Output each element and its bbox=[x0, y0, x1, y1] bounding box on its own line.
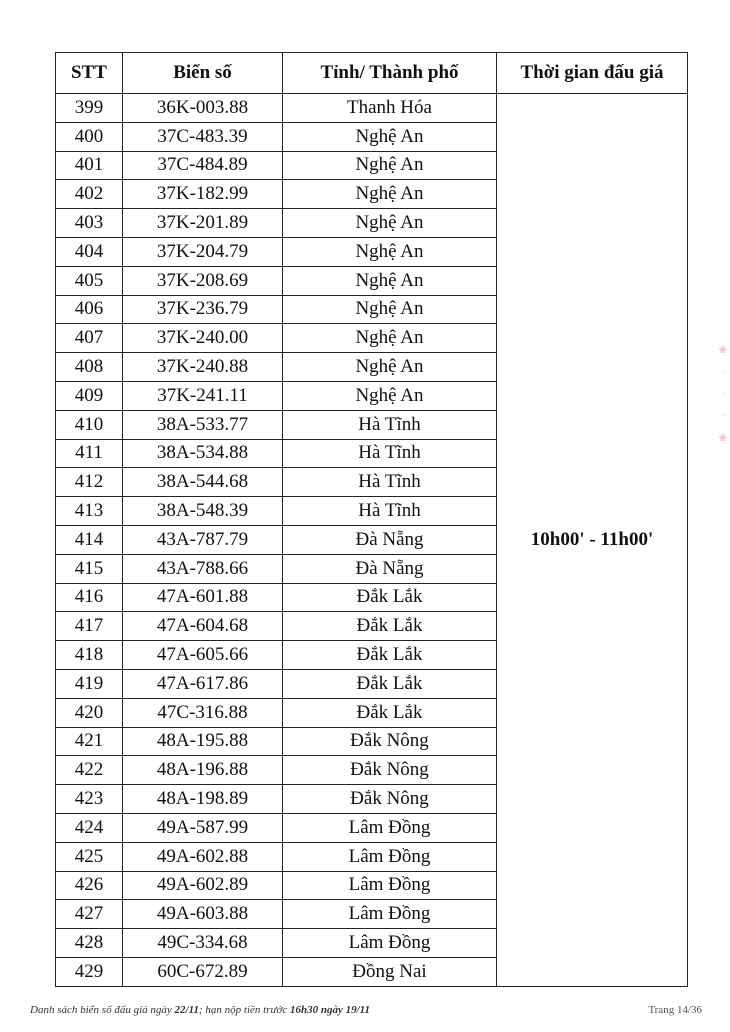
cell-plate: 47A-617.86 bbox=[123, 669, 283, 698]
cell-plate: 37K-201.89 bbox=[123, 209, 283, 238]
cell-stt: 400 bbox=[56, 122, 123, 151]
cell-province: Đà Nẵng bbox=[283, 554, 497, 583]
cell-plate: 47A-605.66 bbox=[123, 641, 283, 670]
cell-plate: 43A-787.79 bbox=[123, 525, 283, 554]
cell-plate: 43A-788.66 bbox=[123, 554, 283, 583]
side-stamp-mark: ❀ · · · ❀ bbox=[718, 345, 728, 444]
cell-plate: 37K-204.79 bbox=[123, 237, 283, 266]
header-plate: Biển số bbox=[123, 53, 283, 94]
cell-plate: 38A-533.77 bbox=[123, 410, 283, 439]
cell-stt: 422 bbox=[56, 756, 123, 785]
footer-note: Danh sách biển số đấu giá ngày 22/11; hạn nộp tiền trước 16h30 ngày 19/11 bbox=[30, 1004, 371, 1016]
cell-stt: 406 bbox=[56, 295, 123, 324]
cell-province: Đắk Lắk bbox=[283, 641, 497, 670]
cell-stt: 409 bbox=[56, 381, 123, 410]
cell-province: Nghệ An bbox=[283, 151, 497, 180]
cell-province: Nghệ An bbox=[283, 209, 497, 238]
cell-stt: 425 bbox=[56, 842, 123, 871]
cell-stt: 423 bbox=[56, 785, 123, 814]
cell-stt: 403 bbox=[56, 209, 123, 238]
plate-list-table bbox=[55, 52, 688, 987]
cell-plate: 60C-672.89 bbox=[123, 957, 283, 986]
cell-stt: 401 bbox=[56, 151, 123, 180]
page-number: Trang 14/36 bbox=[648, 1004, 702, 1016]
cell-plate: 37C-484.89 bbox=[123, 151, 283, 180]
cell-stt: 402 bbox=[56, 180, 123, 209]
cell-plate: 49A-587.99 bbox=[123, 813, 283, 842]
cell-province: Hà Tĩnh bbox=[283, 439, 497, 468]
cell-province: Lâm Đồng bbox=[283, 871, 497, 900]
cell-province: Đắk Lắk bbox=[283, 669, 497, 698]
cell-province: Hà Tĩnh bbox=[283, 410, 497, 439]
auction-time-cell: 10h00' - 11h00' bbox=[497, 94, 688, 987]
cell-stt: 427 bbox=[56, 900, 123, 929]
cell-stt: 399 bbox=[56, 94, 123, 123]
cell-stt: 418 bbox=[56, 641, 123, 670]
footer-deadline: 16h30 ngày 19/11 bbox=[289, 1004, 371, 1016]
cell-province: Đắk Lắk bbox=[283, 583, 497, 612]
cell-province: Nghệ An bbox=[283, 381, 497, 410]
cell-stt: 405 bbox=[56, 266, 123, 295]
cell-province: Nghệ An bbox=[283, 266, 497, 295]
cell-province: Lâm Đồng bbox=[283, 813, 497, 842]
cell-plate: 49A-602.88 bbox=[123, 842, 283, 871]
cell-plate: 37K-182.99 bbox=[123, 180, 283, 209]
cell-stt: 426 bbox=[56, 871, 123, 900]
cell-plate: 47A-604.68 bbox=[123, 612, 283, 641]
cell-province: Đắk Nông bbox=[283, 727, 497, 756]
cell-plate: 49C-334.68 bbox=[123, 929, 283, 958]
cell-province: Lâm Đồng bbox=[283, 900, 497, 929]
cell-province: Hà Tĩnh bbox=[283, 468, 497, 497]
cell-stt: 412 bbox=[56, 468, 123, 497]
cell-province: Nghệ An bbox=[283, 122, 497, 151]
header-auction-time: Thời gian đấu giá bbox=[497, 53, 688, 94]
cell-plate: 38A-544.68 bbox=[123, 468, 283, 497]
cell-plate: 37C-483.39 bbox=[123, 122, 283, 151]
cell-province: Đắk Nông bbox=[283, 756, 497, 785]
cell-province: Thanh Hóa bbox=[283, 94, 497, 123]
cell-province: Đồng Nai bbox=[283, 957, 497, 986]
footer-date: 22/11 bbox=[174, 1004, 199, 1016]
cell-province: Nghệ An bbox=[283, 353, 497, 382]
cell-plate: 37K-240.88 bbox=[123, 353, 283, 382]
cell-stt: 419 bbox=[56, 669, 123, 698]
cell-stt: 420 bbox=[56, 698, 123, 727]
cell-plate: 37K-208.69 bbox=[123, 266, 283, 295]
cell-province: Nghệ An bbox=[283, 324, 497, 353]
cell-province: Lâm Đồng bbox=[283, 929, 497, 958]
cell-plate: 38A-534.88 bbox=[123, 439, 283, 468]
cell-plate: 38A-548.39 bbox=[123, 497, 283, 526]
table-header-row bbox=[56, 53, 688, 94]
cell-plate: 37K-236.79 bbox=[123, 295, 283, 324]
cell-plate: 37K-241.11 bbox=[123, 381, 283, 410]
cell-plate: 48A-196.88 bbox=[123, 756, 283, 785]
cell-stt: 414 bbox=[56, 525, 123, 554]
cell-province: Đắk Nông bbox=[283, 785, 497, 814]
header-stt: STT bbox=[56, 53, 123, 94]
cell-province: Hà Tĩnh bbox=[283, 497, 497, 526]
table-row bbox=[56, 94, 688, 123]
cell-stt: 413 bbox=[56, 497, 123, 526]
cell-province: Đà Nẵng bbox=[283, 525, 497, 554]
cell-stt: 415 bbox=[56, 554, 123, 583]
cell-stt: 429 bbox=[56, 957, 123, 986]
cell-stt: 408 bbox=[56, 353, 123, 382]
cell-province: Nghệ An bbox=[283, 180, 497, 209]
cell-plate: 36K-003.88 bbox=[123, 94, 283, 123]
cell-stt: 411 bbox=[56, 439, 123, 468]
cell-plate: 47C-316.88 bbox=[123, 698, 283, 727]
header-province: Tỉnh/ Thành phố bbox=[283, 53, 497, 94]
cell-stt: 416 bbox=[56, 583, 123, 612]
cell-province: Đắk Lắk bbox=[283, 612, 497, 641]
cell-stt: 421 bbox=[56, 727, 123, 756]
cell-province: Đắk Lắk bbox=[283, 698, 497, 727]
cell-province: Nghệ An bbox=[283, 237, 497, 266]
cell-plate: 37K-240.00 bbox=[123, 324, 283, 353]
cell-plate: 49A-602.89 bbox=[123, 871, 283, 900]
cell-plate: 48A-195.88 bbox=[123, 727, 283, 756]
cell-stt: 404 bbox=[56, 237, 123, 266]
cell-plate: 47A-601.88 bbox=[123, 583, 283, 612]
cell-stt: 407 bbox=[56, 324, 123, 353]
cell-plate: 48A-198.89 bbox=[123, 785, 283, 814]
cell-stt: 410 bbox=[56, 410, 123, 439]
page-footer bbox=[30, 1004, 702, 1016]
cell-stt: 424 bbox=[56, 813, 123, 842]
cell-stt: 428 bbox=[56, 929, 123, 958]
cell-province: Lâm Đồng bbox=[283, 842, 497, 871]
cell-province: Nghệ An bbox=[283, 295, 497, 324]
cell-stt: 417 bbox=[56, 612, 123, 641]
cell-plate: 49A-603.88 bbox=[123, 900, 283, 929]
